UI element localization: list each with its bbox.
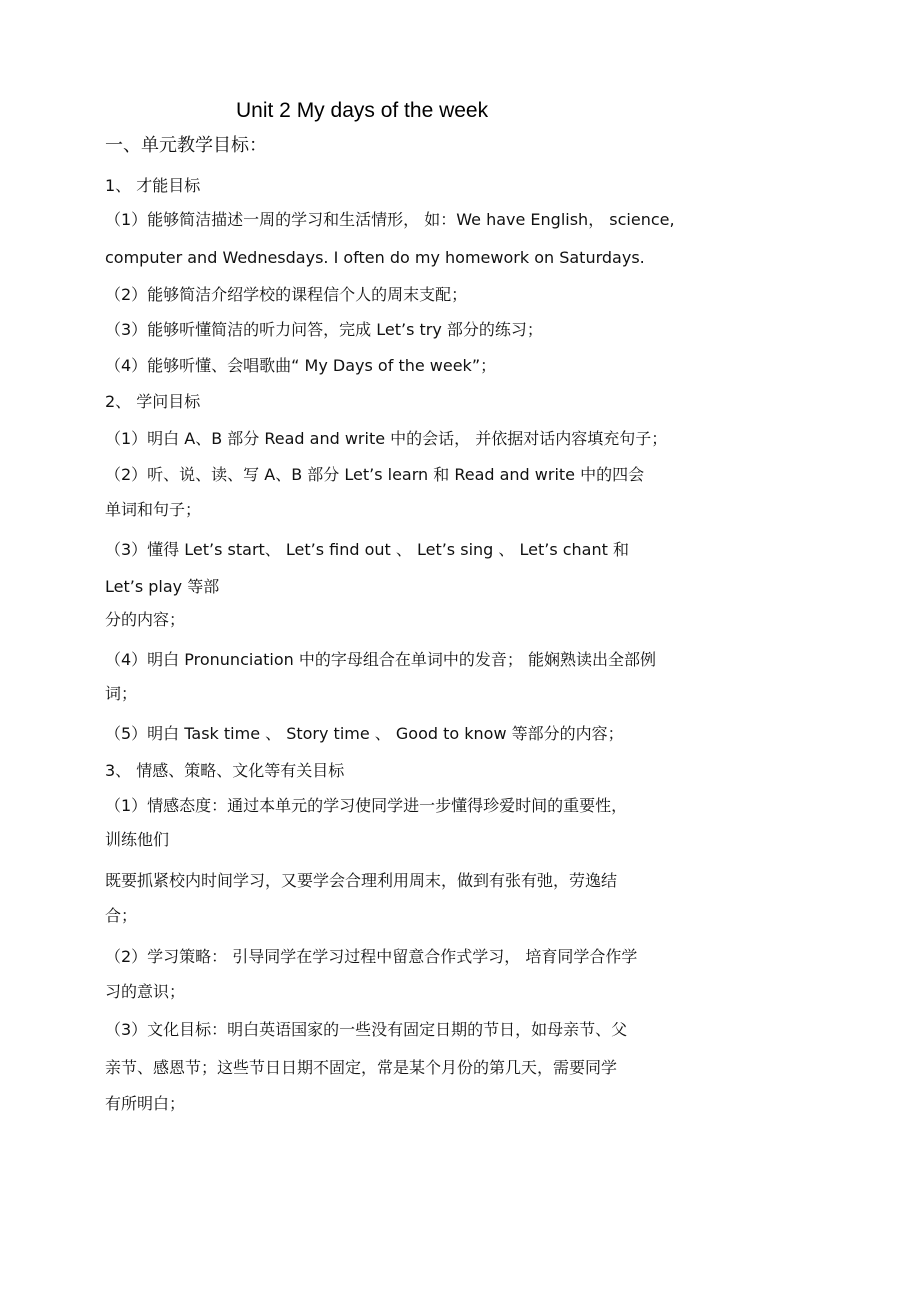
- text-line: 有所明白；: [105, 1094, 186, 1113]
- text-line: （4）明白 Pronunciation 中的字母组合在单词中的发音； 能娴熟读出全部例: [105, 650, 656, 669]
- text-line: 分的内容；: [105, 610, 186, 629]
- text-line: （5）明白 Task time 、 Story time 、 Good to know 等部分的内容；: [105, 724, 624, 743]
- text-line: （3）文化目标：明白英语国家的一些没有固定日期的节日，如母亲节、父: [105, 1020, 628, 1039]
- text-line: （3）能够听懂简洁的听力问答，完成 Let’s try 部分的练习；: [105, 320, 543, 339]
- text-line: （2）听、说、读、写 A、B 部分 Let’s learn 和 Read and write 中的四会: [105, 465, 645, 484]
- subheading-affective-goals: 3、 情感、策略、文化等有关目标: [105, 761, 345, 780]
- text-line: Let’s play 等部: [105, 577, 220, 596]
- text-line: 合；: [105, 906, 138, 925]
- text-line: 习的意识；: [105, 982, 186, 1001]
- text-line: computer and Wednesdays. I often do my homework on Saturdays.: [105, 248, 645, 267]
- subheading-knowledge-goals: 2、 学问目标: [105, 392, 201, 411]
- text-line: 训练他们: [105, 830, 170, 849]
- document-title: Unit 2 My days of the week: [236, 99, 489, 122]
- text-line: （2）能够简洁介绍学校的课程信个人的周末支配；: [105, 285, 468, 304]
- text-line: 既要抓紧校内时间学习，又要学会合理利用周末，做到有张有弛，劳逸结: [105, 871, 618, 890]
- subheading-ability-goals: 1、 才能目标: [105, 176, 201, 195]
- text-line: （1）明白 A、B 部分 Read and write 中的会话， 并依据对话内容填充句子；: [105, 429, 668, 448]
- text-line: 单词和句子；: [105, 500, 202, 519]
- text-line: （2）学习策略： 引导同学在学习过程中留意合作式学习， 培育同学合作学: [105, 947, 638, 966]
- text-line: （1）情感态度：通过本单元的学习使同学进一步懂得珍爱时间的重要性，: [105, 796, 628, 815]
- text-line: （4）能够听懂、会唱歌曲“ My Days of the week”；: [105, 356, 497, 375]
- text-line: 亲节、感恩节；这些节日日期不固定，常是某个月份的第几天，需要同学: [105, 1058, 618, 1077]
- text-line: （1）能够简洁描述一周的学习和生活情形， 如：We have English， science,: [105, 210, 675, 229]
- text-line: （3）懂得 Let’s start、 Let’s find out 、 Let’s sing 、 Let’s chant 和: [105, 540, 629, 559]
- section-heading-objectives: 一、单元教学目标：: [105, 135, 267, 156]
- text-line: 词；: [105, 684, 138, 703]
